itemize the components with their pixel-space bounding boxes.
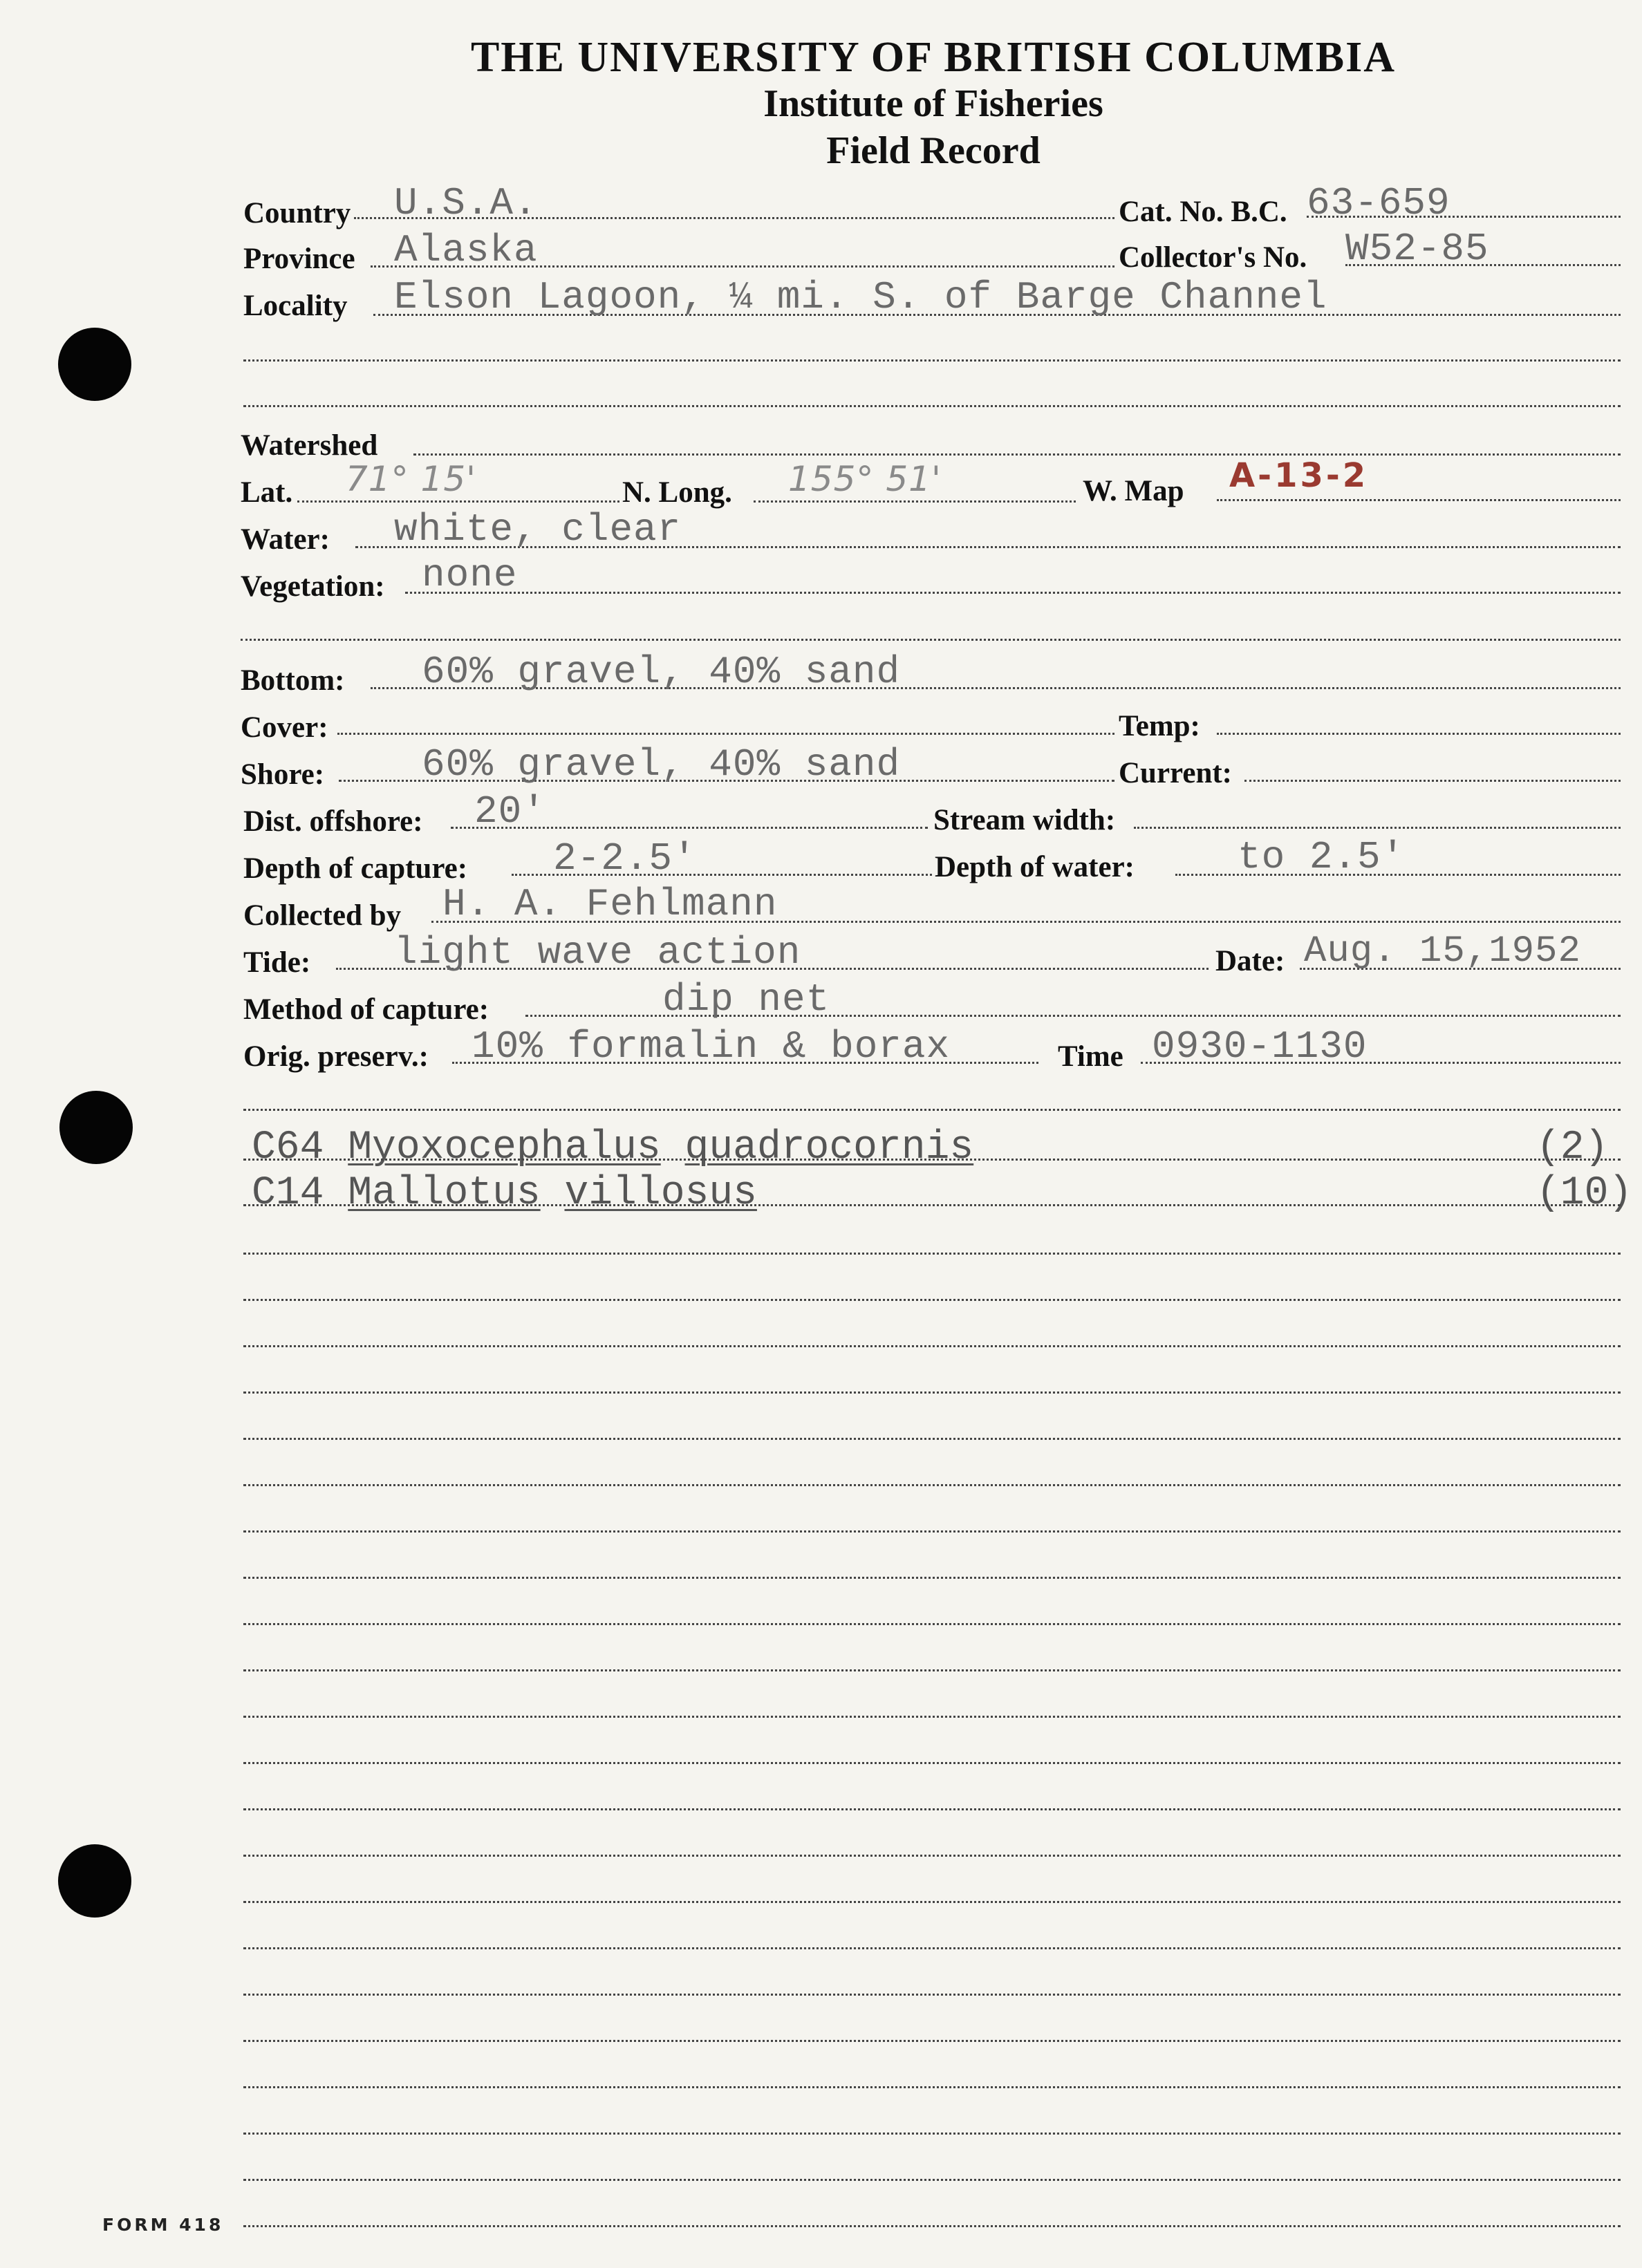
ruled-line: [243, 1808, 1621, 1810]
ruled-line: [243, 1530, 1621, 1533]
lat-value: 71° 15': [346, 459, 476, 499]
ruled-line: [243, 1901, 1621, 1903]
shore-value: 60% gravel, 40% sand: [422, 742, 901, 787]
species-genus: Mallotus: [348, 1171, 541, 1216]
water-label: Water:: [241, 523, 330, 556]
ruled-line: [243, 1994, 1621, 1996]
ruled-line: [243, 1345, 1621, 1347]
record-title: Field Record: [826, 129, 1041, 172]
binder-hole-bottom: [58, 1844, 131, 1918]
date-value: Aug. 15,1952: [1304, 930, 1581, 973]
university-title: THE UNIVERSITY OF BRITISH COLUMBIA: [470, 34, 1397, 81]
ruled-line: [243, 1253, 1621, 1255]
binder-hole-top: [58, 328, 131, 401]
depth-capture-value: 2-2.5': [553, 836, 697, 881]
lat-label: Lat.: [241, 476, 293, 509]
binder-hole-middle: [59, 1091, 133, 1164]
depth-water-value: to 2.5': [1238, 835, 1406, 879]
locality-line-2: [243, 359, 1621, 362]
species-line: [243, 1204, 1621, 1206]
species-line: [243, 1159, 1621, 1161]
stream-width-line: [1134, 827, 1621, 829]
current-line: [1244, 780, 1621, 782]
locality-label: Locality: [243, 290, 348, 322]
vegetation-line-2: [241, 639, 1621, 641]
ruled-line: [243, 2133, 1621, 2135]
locality-line-3: [243, 405, 1621, 407]
orig-preserv-label: Orig. preserv.:: [243, 1040, 429, 1073]
species-code: C64: [252, 1125, 324, 1170]
collectors-no-value: W52-85: [1345, 227, 1489, 271]
tide-value: light wave action: [394, 930, 801, 975]
depth-capture-label: Depth of capture:: [243, 852, 468, 885]
ruled-line: [243, 1855, 1621, 1857]
dist-offshore-value: 20': [474, 789, 546, 834]
ruled-line: [243, 1716, 1621, 1718]
ruled-line: [243, 1577, 1621, 1579]
species-code: C14: [252, 1171, 324, 1216]
ruled-line: [243, 2040, 1621, 2042]
long-value: 155° 51': [788, 459, 942, 499]
depth-water-label: Depth of water:: [935, 851, 1135, 883]
map-value: A-13-2: [1229, 456, 1369, 495]
province-value: Alaska: [394, 228, 538, 272]
vegetation-line: [405, 592, 1621, 594]
species-row: [252, 1125, 973, 1170]
species-genus: Myoxocephalus: [348, 1125, 661, 1170]
species-count: (2): [1536, 1125, 1609, 1170]
vegetation-label: Vegetation:: [241, 570, 385, 603]
method-value: dip net: [662, 977, 830, 1022]
ruled-line: [243, 1438, 1621, 1440]
institute-title: Institute of Fisheries: [763, 82, 1103, 125]
bottom-value: 60% gravel, 40% sand: [422, 650, 901, 694]
time-label: Time: [1058, 1040, 1123, 1073]
ruled-line: [243, 1623, 1621, 1625]
current-label: Current:: [1119, 757, 1233, 789]
watershed-label: Watershed: [241, 429, 378, 462]
time-value: 0930-1130: [1152, 1024, 1368, 1069]
collected-by-label: Collected by: [243, 899, 402, 932]
province-label: Province: [243, 243, 355, 275]
ruled-line: [243, 1484, 1621, 1486]
watershed-line: [413, 453, 1621, 456]
species-epithet: villosus: [564, 1171, 757, 1216]
orig-preserv-value: 10% formalin & borax: [472, 1024, 951, 1069]
temp-label: Temp:: [1119, 710, 1200, 742]
dist-offshore-label: Dist. offshore:: [243, 805, 423, 838]
species-count: (10): [1536, 1171, 1633, 1216]
shore-label: Shore:: [241, 758, 325, 791]
country-value: U.S.A.: [394, 181, 538, 225]
vegetation-value: none: [422, 553, 518, 597]
cover-label: Cover:: [241, 711, 328, 744]
tide-label: Tide:: [243, 946, 311, 979]
long-line: [754, 500, 1076, 503]
water-value: white, clear: [394, 507, 682, 552]
bottom-label: Bottom:: [241, 664, 345, 697]
collected-by-value: H. A. Fehlmann: [442, 882, 778, 926]
ruled-line: [243, 1762, 1621, 1764]
country-label: Country: [243, 197, 351, 229]
ruled-line: [243, 1391, 1621, 1394]
map-line: [1217, 499, 1621, 501]
ruled-line: [243, 1299, 1621, 1301]
date-label: Date:: [1215, 945, 1285, 977]
form-number: FORM 418: [102, 2215, 224, 2235]
w-map-label: W. Map: [1083, 475, 1184, 507]
cover-line: [337, 733, 1114, 735]
locality-value: Elson Lagoon, ¼ mi. S. of Barge Channel: [394, 275, 1327, 319]
blank-line: [243, 1109, 1621, 1111]
collectors-no-label: Collector's No.: [1119, 241, 1307, 274]
ruled-line: [243, 2179, 1621, 2181]
species-row: [252, 1171, 757, 1216]
cat-no-label: Cat. No. B.C.: [1119, 196, 1287, 228]
ruled-line: [243, 2225, 1621, 2227]
lat-line: [297, 500, 619, 503]
cat-no-value: 63-659: [1307, 181, 1450, 225]
ruled-line: [243, 1947, 1621, 1949]
method-label: Method of capture:: [243, 993, 489, 1026]
n-long-label: N. Long.: [622, 476, 732, 509]
species-epithet: quadrocornis: [684, 1125, 974, 1170]
ruled-line: [243, 1669, 1621, 1671]
temp-line: [1217, 733, 1621, 735]
ruled-line: [243, 2086, 1621, 2088]
stream-width-label: Stream width:: [933, 804, 1116, 836]
